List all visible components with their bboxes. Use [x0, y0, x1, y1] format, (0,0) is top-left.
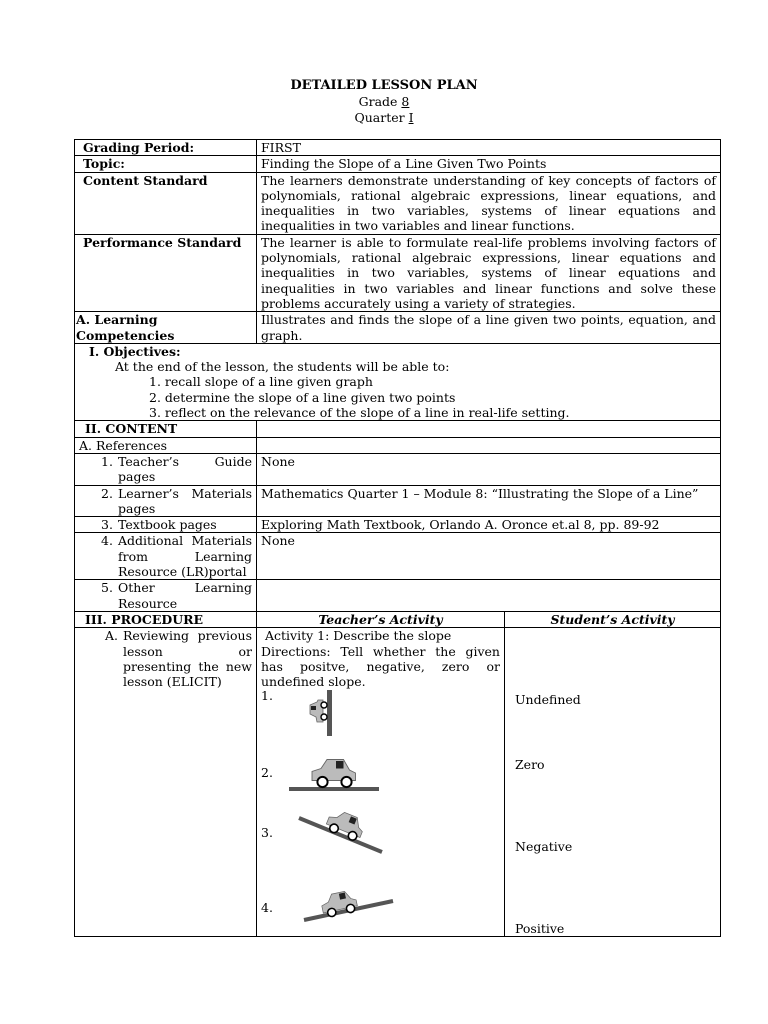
reference-value: None [257, 533, 721, 580]
car-on-vertical-line-icon [299, 690, 339, 736]
learning-competencies-row [75, 312, 721, 344]
reference-value: Mathematics Quarter 1 – Module 8: “Illustrating the Slope of a Line” [257, 485, 721, 517]
content-standard-value: The learners demonstrate understanding of key concepts of factors of polynomials, rational algebraic expressions, linear equations, and inequalities in two variables, systems of linear equations and inequalities in two variables and linear functions. [257, 172, 721, 234]
reference-row: 1. Teacher’s Guide pages None [75, 453, 721, 485]
car-on-descending-line-icon [296, 808, 386, 858]
procedure-header-row [75, 611, 721, 627]
reference-label: Other Learning Resource [118, 580, 252, 611]
item-number: 2. [261, 765, 273, 781]
item-number: 3. [261, 825, 273, 841]
objectives-row [75, 343, 721, 420]
answer-undefined: Undefined [515, 692, 581, 708]
elicit-row: A. Reviewing previous lesson or presenting the new lesson (ELICIT) Activity 1: Describe the slope Directions: Tell whether the given has positve, negative, zero or undefined slope. 1. 2. 3. 4. Undefined Zero Negative Positive [75, 628, 721, 937]
activity-directions: Directions: Tell whether the given has positve, negative, zero or undefined slope. [261, 643, 500, 690]
student-activity-cell [509, 628, 716, 936]
elicit-step-label: Reviewing previous lesson or presenting the new lesson (ELICIT) [123, 628, 252, 690]
references-label: A. References [75, 437, 257, 453]
objectives-intro: At the end of the lesson, the students will be able to: [115, 359, 450, 375]
learning-competencies-label: A. Learning Competencies [75, 312, 257, 344]
topic-value: Finding the Slope of a Line Given Two Points [257, 156, 721, 172]
grade-line: Grade 8 [358, 94, 410, 109]
reference-row: 5. Other Learning Resource [75, 580, 721, 612]
answer-zero: Zero [515, 757, 545, 773]
reference-label: Teacher’s Guide pages [118, 453, 252, 485]
grade-value: 8 [401, 94, 410, 109]
teacher-activity-cell [261, 628, 500, 936]
objective-item: 1. recall slope of a line given graph [149, 374, 373, 390]
reference-value [257, 580, 721, 612]
reference-value: None [257, 453, 721, 485]
performance-standard-value: The learner is able to formulate real-life problems involving factors of polynomials, rational algebraic expressions, linear equations and inequalities in two variables, systems of linear equations and inequalities in two variables and linear functions and solve these problems accurately using a variety of strategies. [257, 234, 721, 311]
student-activity-header: Student’s Activity [505, 611, 721, 627]
reference-value: Exploring Math Textbook, Orlando A. Oronce et.al 8, pp. 89-92 [257, 517, 721, 533]
lesson-plan-table [74, 139, 721, 937]
performance-standard-row [75, 234, 721, 311]
performance-standard-label: Performance Standard [75, 234, 257, 311]
grading-period-value: FIRST [257, 140, 721, 156]
activity-title: Activity 1: Describe the slope [261, 628, 452, 644]
content-heading-row [75, 421, 721, 437]
item-number: 1. [261, 688, 273, 704]
car-on-ascending-line-icon [301, 886, 396, 926]
topic-label: Topic: [75, 156, 257, 172]
content-standard-row [75, 172, 721, 234]
procedure-heading: III. PROCEDURE [75, 611, 257, 627]
quarter-value: I [408, 110, 414, 125]
objectives-cell [75, 343, 721, 420]
learning-competencies-value: Illustrates and finds the slope of a line given two points, equation, and graph. [257, 312, 721, 344]
references-row [75, 437, 721, 453]
objective-item: 3. reflect on the relevance of the slope of a line in real-life setting. [149, 405, 570, 421]
reference-row: 4. Additional Materials from Learning Resource (LR)portal None [75, 533, 721, 580]
reference-label: Learner’s Materials pages [118, 485, 252, 516]
answer-positive: Positive [515, 921, 565, 937]
reference-label: Additional Materials from Learning Resource (LR)portal [118, 533, 252, 580]
teacher-activity-header: Teacher’s Activity [257, 611, 505, 627]
reference-label: Textbook pages [118, 517, 217, 533]
grading-period-row [75, 140, 721, 156]
car-on-horizontal-line-icon [286, 753, 381, 795]
document-title: DETAILED LESSON PLAN [290, 78, 478, 93]
objectives-heading: I. Objectives: [89, 343, 181, 359]
objective-item: 2. determine the slope of a line given two points [149, 389, 456, 405]
topic-row [75, 156, 721, 172]
content-standard-label: Content Standard [75, 172, 257, 234]
quarter-line: Quarter I [354, 110, 414, 125]
grading-period-label: Grading Period: [75, 140, 257, 156]
content-heading: II. CONTENT [75, 421, 257, 437]
answer-negative: Negative [515, 839, 573, 855]
document-header [0, 78, 768, 126]
reference-row: 2. Learner’s Materials pages Mathematics Quarter 1 – Module 8: “Illustrating the Slope of a Line” [75, 485, 721, 517]
reference-row: 3. Textbook pages Exploring Math Textbook, Orlando A. Oronce et.al 8, pp. 89-92 [75, 517, 721, 533]
item-number: 4. [261, 900, 273, 916]
